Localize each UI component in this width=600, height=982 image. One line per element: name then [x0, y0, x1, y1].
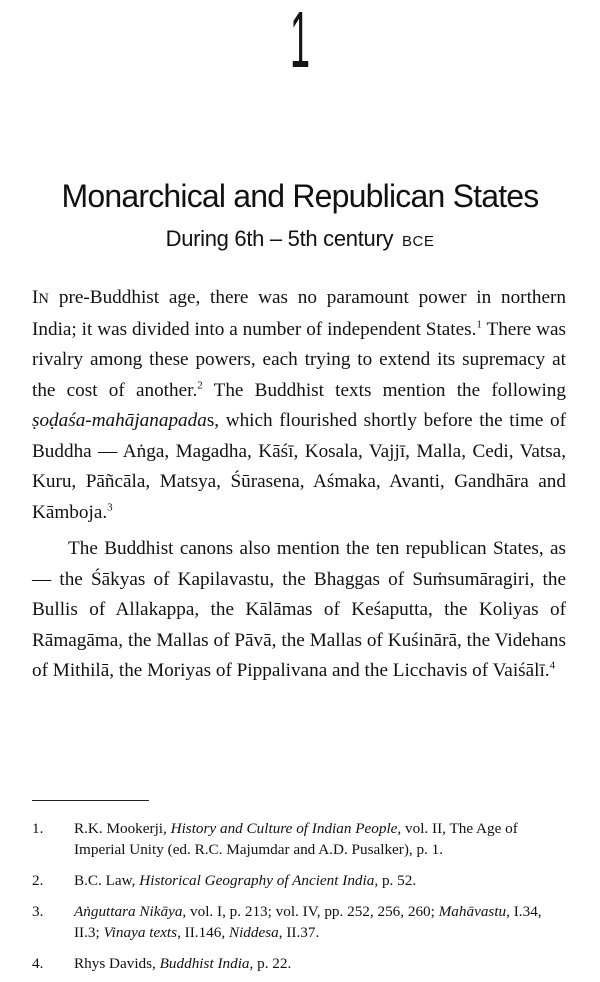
footnote-number: 3. [32, 903, 44, 920]
dropcap-rest: N [38, 291, 50, 307]
paragraph-1-sentence-4: s, which flourished shortly before the time of Buddha — Aṅga, Magadha, Kāśī, Kosala, Vajjī, Malla, Cedi, Vatsa, Kuru, Pāñcāla, Matsya, Śūrasena, Aśmaka, Avanti, Gandhāra and Kāmboja. [32, 410, 566, 523]
footnote-details: , p. 52. [374, 872, 417, 889]
paragraph-1-sentence-2: There was rivalry among these powers, each trying to extend its supremacy at the cost of another. [32, 318, 566, 401]
footnote-title: Aṅguttara Nikāya [74, 903, 183, 920]
footnote-author: Rhys Davids, [74, 955, 160, 972]
footnote-number: 2. [32, 872, 44, 889]
paragraph-1-sentence-3: The Buddhist texts mention the following [202, 379, 566, 401]
footnote-details: , I.34, II.3; [74, 903, 542, 941]
footnote-ref-1: 1 [476, 318, 482, 331]
footnote-text [74, 953, 566, 974]
chapter-subtitle [0, 224, 600, 257]
footnote-details: , II.146, [177, 924, 229, 941]
footnote-details: , vol. II, The Age of Imperial Unity (ed. R.C. Majumdar and A.D. Pusalker), p. 1. [74, 820, 518, 858]
footnote-author: R.K. Mookerji, [74, 820, 171, 837]
footnote-details: , p. 22. [249, 955, 292, 972]
footnotes [32, 818, 566, 982]
paragraph-1-term: ṣoḍaśa-mahājanapada [32, 410, 207, 431]
footnote-3 [32, 901, 566, 943]
footnote-ref-3: 3 [107, 501, 113, 514]
paragraph-1-sentence-1: pre-Buddhist age, there was no paramount power in northern India; it was divided into a number of independent States. [32, 287, 566, 340]
subtitle-era: BCE [402, 233, 435, 250]
footnote-ref-2: 2 [197, 379, 203, 392]
footnote-4 [32, 953, 566, 974]
footnote-text [74, 818, 566, 860]
footnote-text [74, 870, 566, 891]
footnote-details: , vol. I, p. 213; vol. IV, pp. 252, 256, 260; [182, 903, 439, 920]
footnote-number: 4. [32, 955, 44, 972]
footnote-title: Buddhist India [159, 955, 250, 972]
footnote-title: Niddesa [228, 924, 279, 941]
footnote-title: Historical Geography of Ancient India [139, 872, 375, 889]
footnote-ref-4: 4 [549, 659, 556, 672]
footnote-divider [32, 800, 149, 801]
footnote-text [74, 901, 566, 943]
footnote-details: , II.37. [278, 924, 320, 941]
footnote-1 [32, 818, 566, 860]
footnote-title: History and Culture of Indian People [170, 820, 398, 837]
chapter-title: Monarchical and Republican States [61, 178, 539, 214]
subtitle-text: During 6th – 5th century [165, 226, 394, 251]
paragraph-2-text: The Buddhist canons also mention the ten republican States, as — the Śākyas of Kapilavastu, the Bhaggas of Suṁsumāragiri, the Bullis of Allakappa, the Kālāmas of Keśaputta, the Koliyas of Rāmagāma, the Mallas of Pāvā, the Mallas of Kuśinārā, the Videhans of Mithilā, the Moriyas of Pippalivana and the Licchavis of Vaiśālī. [32, 538, 566, 681]
footnote-author: B.C. Law, [74, 872, 140, 889]
paragraph-2 [32, 534, 566, 687]
footnote-number: 1. [32, 820, 44, 837]
paragraph-1 [32, 283, 566, 528]
footnote-2 [32, 870, 566, 891]
chapter-number: 1 [289, 0, 311, 84]
footnote-title: Mahāvastu [438, 903, 507, 920]
footnote-title: Vinaya texts [103, 924, 178, 941]
dropcap-first-letter: I [32, 287, 39, 308]
